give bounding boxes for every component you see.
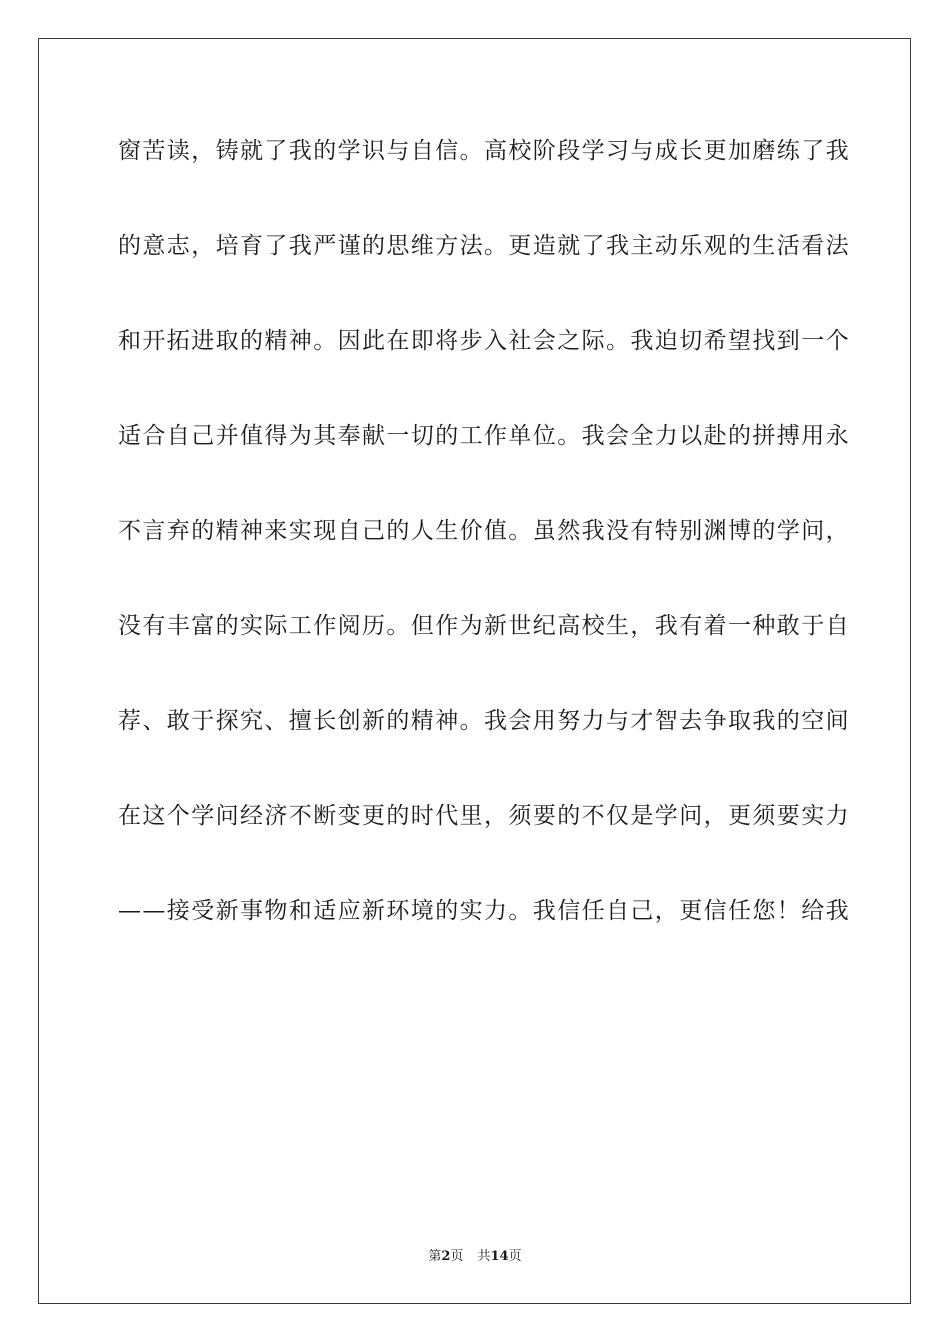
text-line: 没有丰富的实际工作阅历。但作为新世纪高校生，我有着一种敢于自 bbox=[118, 613, 850, 639]
text-line: 的意志，培育了我严谨的思维方法。更造就了我主动乐观的生活看法 bbox=[118, 233, 850, 259]
page-suffix: 页 bbox=[450, 1249, 464, 1264]
page-footer bbox=[0, 1248, 950, 1266]
total-prefix: 共 bbox=[477, 1249, 491, 1264]
page-number: 2 bbox=[441, 1249, 451, 1264]
text-line: ——接受新事物和适应新环境的实力。我信任自己，更信任您！给我 bbox=[118, 898, 850, 924]
text-line: 适合自己并值得为其奉献一切的工作单位。我会全力以赴的拼搏用永 bbox=[118, 423, 850, 449]
page-prefix: 第 bbox=[428, 1249, 442, 1264]
text-line: 不言弃的精神来实现自己的人生价值。虽然我没有特别渊博的学问， bbox=[118, 518, 850, 544]
text-line: 和开拓进取的精神。因此在即将步入社会之际。我迫切希望找到一个 bbox=[118, 328, 850, 354]
text-line: 荐、敢于探究、擅长创新的精神。我会用努力与才智去争取我的空间 bbox=[118, 708, 850, 734]
page-border bbox=[38, 38, 911, 1304]
text-line: 在这个学问经济不断变更的时代里，须要的不仅是学问，更须要实力 bbox=[118, 803, 850, 829]
total-pages: 14 bbox=[490, 1249, 509, 1264]
total-suffix: 页 bbox=[508, 1249, 522, 1264]
text-line: 窗苦读，铸就了我的学识与自信。高校阶段学习与成长更加磨练了我 bbox=[118, 138, 850, 164]
